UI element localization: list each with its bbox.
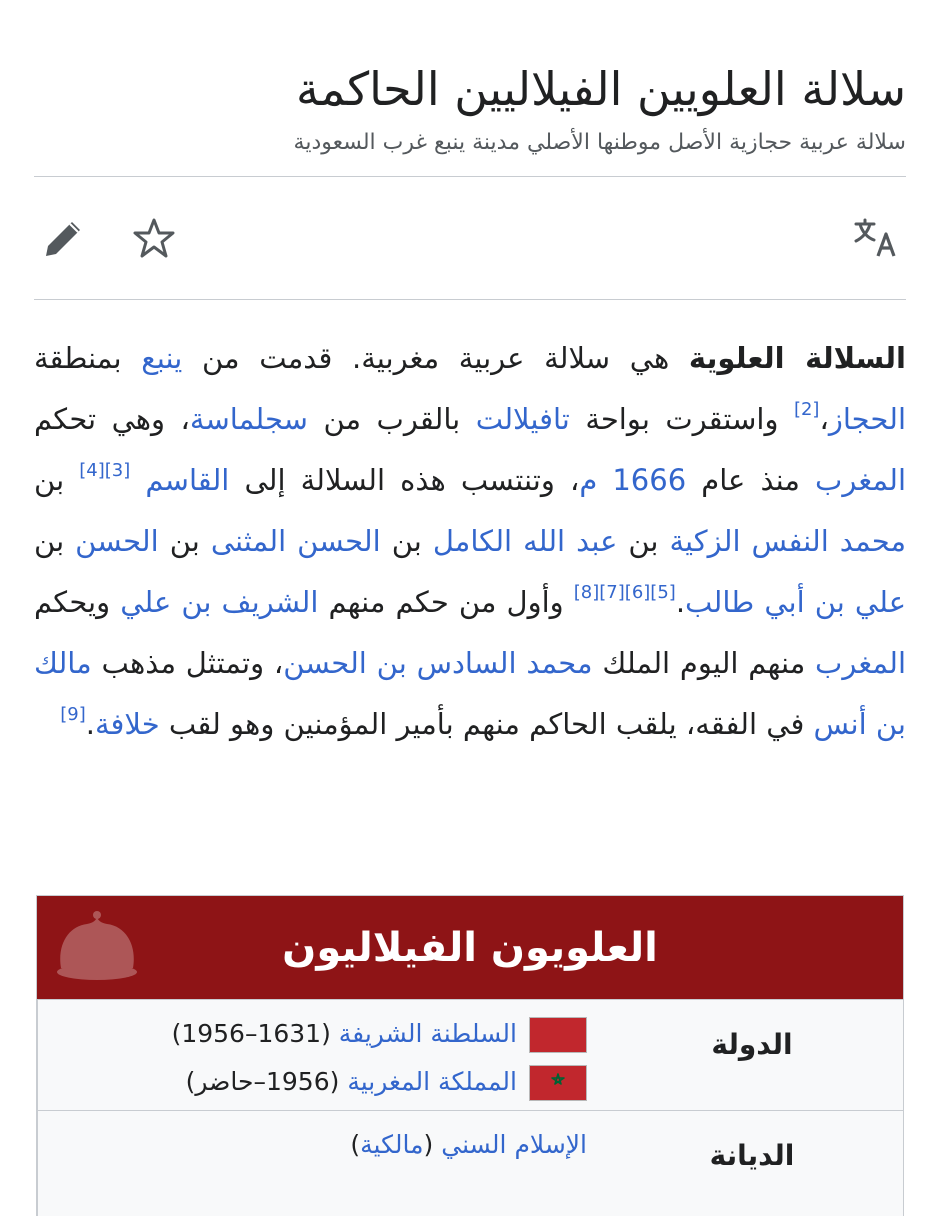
infobox-row-religion — [37, 1110, 903, 1216]
lead-paragraph — [34, 328, 906, 755]
ref-7[interactable]: [7] — [599, 582, 625, 603]
infobox — [36, 895, 904, 1216]
link-maghreb-2[interactable]: المغرب — [815, 646, 906, 680]
lead-text: منذ عام — [686, 463, 816, 497]
lead-text: بن — [34, 524, 76, 558]
ref-8[interactable]: [8] — [573, 582, 600, 603]
lead-text: ، وهي تحكم — [34, 402, 190, 436]
lead-text: . — [85, 707, 95, 741]
lead-text: ويحكم — [34, 585, 121, 619]
link-kingdom-morocco[interactable]: المملكة المغربية — [347, 1067, 517, 1096]
ref-9[interactable]: [9] — [60, 704, 86, 725]
lead-text: . — [675, 585, 686, 619]
state-entry — [38, 1010, 587, 1058]
infobox-label-religion: الديانة — [709, 1139, 795, 1172]
link-maliki[interactable]: مالكية — [360, 1130, 424, 1159]
lead-text: ، — [819, 402, 829, 436]
state-years: (1956–حاضر) — [185, 1067, 348, 1096]
crown-icon — [47, 910, 147, 986]
link-hijaz[interactable]: الحجاز — [828, 402, 907, 436]
lead-text: بن — [158, 524, 211, 558]
translate-icon — [852, 214, 900, 262]
divider-toolbar — [34, 299, 906, 300]
link-hasan-muthanna[interactable]: الحسن المثنى — [210, 524, 381, 558]
lead-text: بمنطقة — [34, 341, 142, 375]
link-nafs-zakiya[interactable]: محمد النفس الزكية — [669, 524, 906, 558]
paren-close: ) — [350, 1130, 361, 1159]
link-sunni-islam[interactable]: الإسلام السني — [441, 1130, 587, 1159]
page-subtitle: سلالة عربية حجازية الأصل موطنها الأصلي مدينة ينبع غرب السعودية — [293, 130, 906, 155]
red-flag-icon — [529, 1017, 587, 1053]
link-sharifian-sultanate[interactable]: السلطنة الشريفة — [338, 1019, 517, 1048]
page-title: سلالة العلويين الفيلاليين الحاكمة — [295, 62, 906, 116]
infobox-header — [37, 896, 903, 999]
state-entry — [38, 1058, 587, 1106]
ref-4[interactable]: [4] — [79, 460, 105, 481]
infobox-title: العلويون الفيلاليون — [282, 924, 658, 971]
link-hasan[interactable]: الحسن — [75, 524, 159, 558]
language-button[interactable] — [846, 177, 906, 299]
paren-open: ( — [423, 1130, 442, 1159]
lead-text: بالقرب من — [307, 402, 476, 436]
lead-text: وأول من حكم منهم — [318, 585, 574, 619]
edit-button[interactable] — [34, 177, 94, 299]
link-1666[interactable]: 1666 م — [579, 463, 687, 497]
link-sijilmasa[interactable]: سجلماسة — [189, 402, 308, 436]
page-toolbar — [34, 177, 906, 299]
ref-5[interactable]: [5] — [650, 582, 676, 603]
watch-star-button[interactable] — [124, 177, 184, 299]
pencil-icon — [42, 216, 86, 260]
link-sharif[interactable]: الشريف بن علي — [120, 585, 319, 619]
lead-text: بن — [34, 463, 80, 497]
ref-2[interactable]: [2] — [793, 399, 820, 420]
lead-text: بن — [380, 524, 433, 558]
lead-text: ، وتنتسب هذه السلالة إلى — [229, 463, 580, 497]
lead-text: هي سلالة عربية مغربية. قدمت من — [182, 341, 689, 375]
link-maghreb[interactable]: المغرب — [815, 463, 906, 497]
link-tafilalt[interactable]: تافيلالت — [475, 402, 570, 436]
link-yanbu[interactable]: ينبع — [141, 341, 183, 375]
ref-6[interactable]: [6] — [624, 582, 651, 603]
link-ali[interactable]: علي بن أبي طالب — [685, 585, 907, 619]
lead-bold-term: السلالة العلوية — [688, 341, 906, 375]
lead-text: ، وتمتثل مذهب — [91, 646, 284, 680]
morocco-flag-icon — [529, 1065, 587, 1101]
state-years: (1631–1956) — [171, 1019, 339, 1048]
infobox-value-state — [37, 1000, 601, 1110]
lead-text: واستقرت بواحة — [569, 402, 794, 436]
infobox-label-state: الدولة — [711, 1028, 793, 1061]
star-icon — [133, 217, 175, 259]
link-malik[interactable]: مالك بن أنس — [34, 646, 906, 741]
link-abdallah-kamil[interactable]: عبد الله الكامل — [432, 524, 618, 558]
link-khilafa[interactable]: خلافة — [94, 707, 160, 741]
link-qasim[interactable]: القاسم — [145, 463, 230, 497]
lead-text: بن — [617, 524, 670, 558]
lead-text: في الفقه، يلقب الحاكم منهم بأمير المؤمنين وهو لقب — [159, 707, 814, 741]
lead-text: منهم اليوم الملك — [592, 646, 816, 680]
link-mohammed-vi[interactable]: محمد السادس بن الحسن — [283, 646, 593, 680]
infobox-row-state — [37, 999, 903, 1110]
infobox-value-religion — [37, 1111, 601, 1216]
ref-3[interactable]: [3] — [104, 460, 131, 481]
